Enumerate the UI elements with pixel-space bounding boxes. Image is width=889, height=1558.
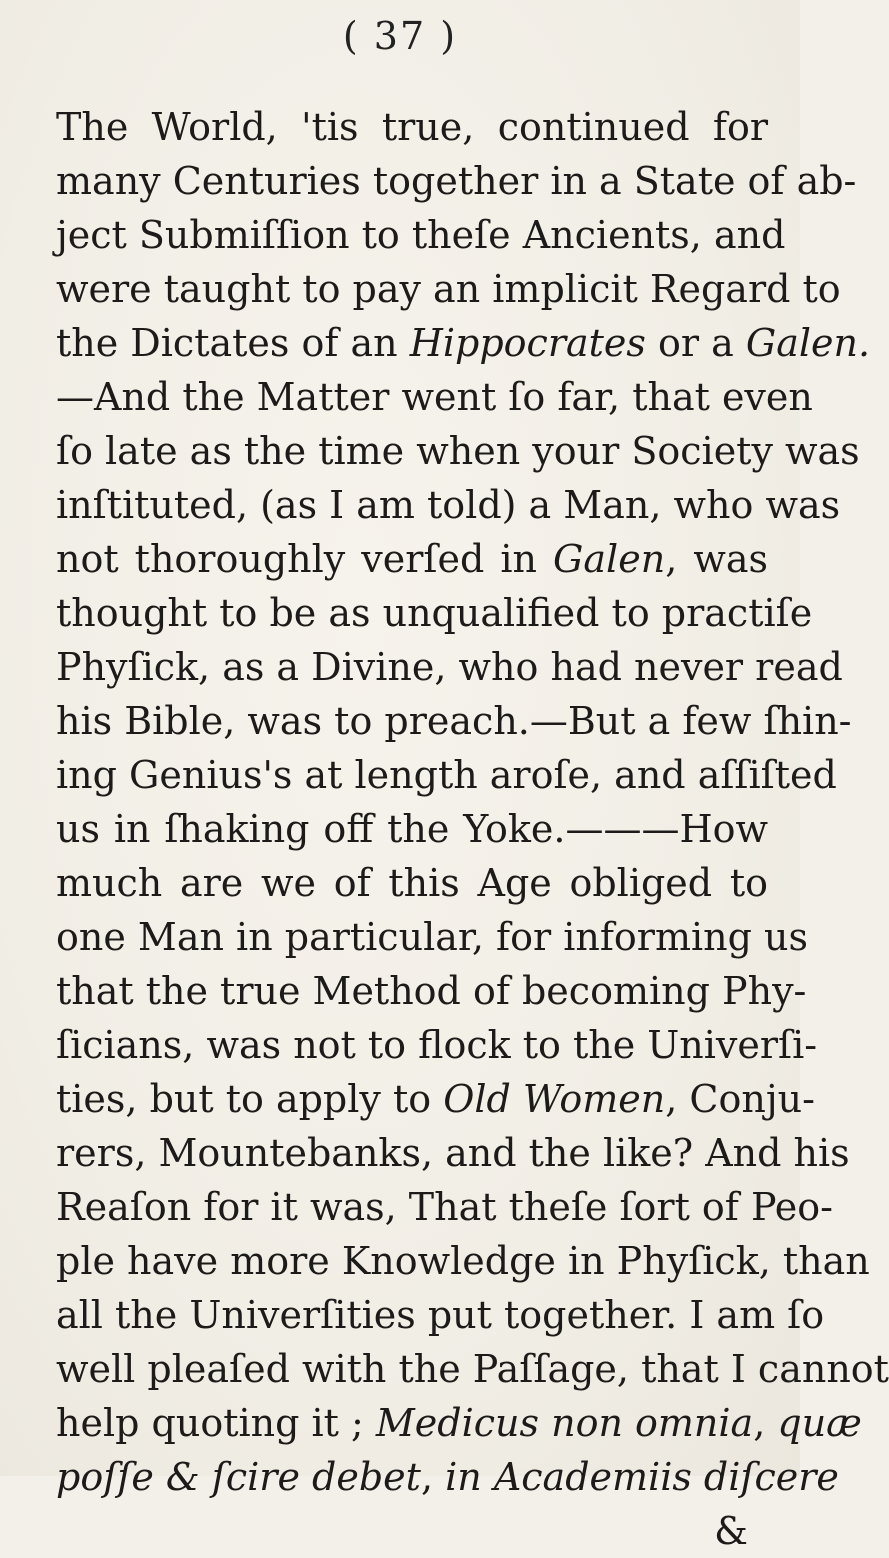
text-line bbox=[56, 640, 843, 694]
text-span: the Dictates of an bbox=[56, 321, 410, 365]
text-line bbox=[56, 1126, 850, 1180]
text-span: much are we of this Age obliged to bbox=[56, 861, 768, 905]
text-span: inſtituted, (as I am told) a Man, who was bbox=[56, 483, 841, 527]
text-span: , was bbox=[665, 537, 769, 581]
text-span: , bbox=[753, 1401, 778, 1445]
text-line bbox=[56, 370, 813, 424]
text-line bbox=[56, 1072, 815, 1126]
text-line bbox=[56, 802, 768, 856]
text-span: ing Genius's at length aroſe, and aſſiſted bbox=[56, 753, 837, 797]
text-line bbox=[56, 964, 807, 1018]
italic-text: Galen bbox=[553, 537, 666, 581]
text-line bbox=[56, 1450, 839, 1504]
text-line bbox=[56, 1018, 818, 1072]
text-span: thought to be as unqualified to practiſe bbox=[56, 591, 813, 635]
italic-text: in Academiis diſcere bbox=[445, 1455, 839, 1499]
text-span: Phyſick, as a Divine, who had never read bbox=[56, 645, 843, 689]
italic-text: Old Women bbox=[443, 1077, 666, 1121]
text-line bbox=[56, 856, 768, 910]
text-line bbox=[56, 910, 808, 964]
italic-text: quæ bbox=[777, 1401, 862, 1445]
text-line bbox=[56, 748, 837, 802]
text-line bbox=[56, 1396, 862, 1450]
text-span: one Man in particular, for informing us bbox=[56, 915, 808, 959]
text-span: ſo late as the time when your Society was bbox=[56, 429, 860, 473]
italic-text: Hippocrates bbox=[409, 321, 646, 365]
text-line bbox=[56, 262, 841, 316]
text-line bbox=[56, 532, 768, 586]
text-line bbox=[56, 694, 852, 748]
text-span: ties, but to apply to bbox=[56, 1077, 444, 1121]
italic-text: Galen. bbox=[745, 321, 871, 365]
text-span: that the true Method of becoming Phy- bbox=[56, 969, 807, 1013]
text-span: his Bible, was to preach.—But a few ſhin- bbox=[56, 699, 852, 743]
page-number: ( 37 ) bbox=[342, 14, 458, 58]
text-line bbox=[56, 1180, 834, 1234]
text-span: not thoroughly verſed in bbox=[56, 537, 554, 581]
text-span: many Centuries together in a State of ab- bbox=[56, 159, 857, 203]
text-span: or a bbox=[645, 321, 746, 365]
text-line bbox=[56, 154, 857, 208]
text-line bbox=[56, 1342, 889, 1396]
text-span: were taught to pay an implicit Regard to bbox=[56, 267, 841, 311]
text-line bbox=[56, 1288, 825, 1342]
text-span: ſicians, was not to flock to the Univerſi- bbox=[56, 1023, 818, 1067]
text-span: well pleaſed with the Paſſage, that I cannot bbox=[56, 1347, 889, 1391]
text-line bbox=[56, 208, 786, 262]
text-span: help quoting it ; bbox=[56, 1401, 376, 1445]
text-span: The World, 'tis true, continued for bbox=[56, 105, 768, 149]
text-span: Reaſon for it was, That theſe ſort of Peo- bbox=[56, 1185, 834, 1229]
text-line bbox=[56, 586, 813, 640]
text-span: , Conju- bbox=[665, 1077, 815, 1121]
text-span: ject Submiſſion to theſe Ancients, and bbox=[56, 213, 786, 257]
text-line bbox=[56, 1234, 870, 1288]
body-text bbox=[56, 100, 889, 1558]
catchword: & bbox=[714, 1509, 748, 1553]
text-line bbox=[56, 316, 871, 370]
text-line bbox=[56, 424, 860, 478]
text-span: us in ſhaking off the Yoke.———How bbox=[56, 807, 768, 851]
text-span: ple have more Knowledge in Phyſick, than bbox=[56, 1239, 870, 1283]
italic-text: Medicus non omnia bbox=[375, 1401, 754, 1445]
text-span: , bbox=[420, 1455, 446, 1499]
text-span: all the Univerſities put together. I am ſo bbox=[56, 1293, 825, 1337]
text-line bbox=[56, 100, 768, 154]
italic-text: poſſe & ſcire debet bbox=[56, 1455, 421, 1499]
text-span: rers, Mountebanks, and the like? And his bbox=[56, 1131, 850, 1175]
text-span: —And the Matter went ſo far, that even bbox=[56, 375, 813, 419]
text-line bbox=[56, 478, 841, 532]
